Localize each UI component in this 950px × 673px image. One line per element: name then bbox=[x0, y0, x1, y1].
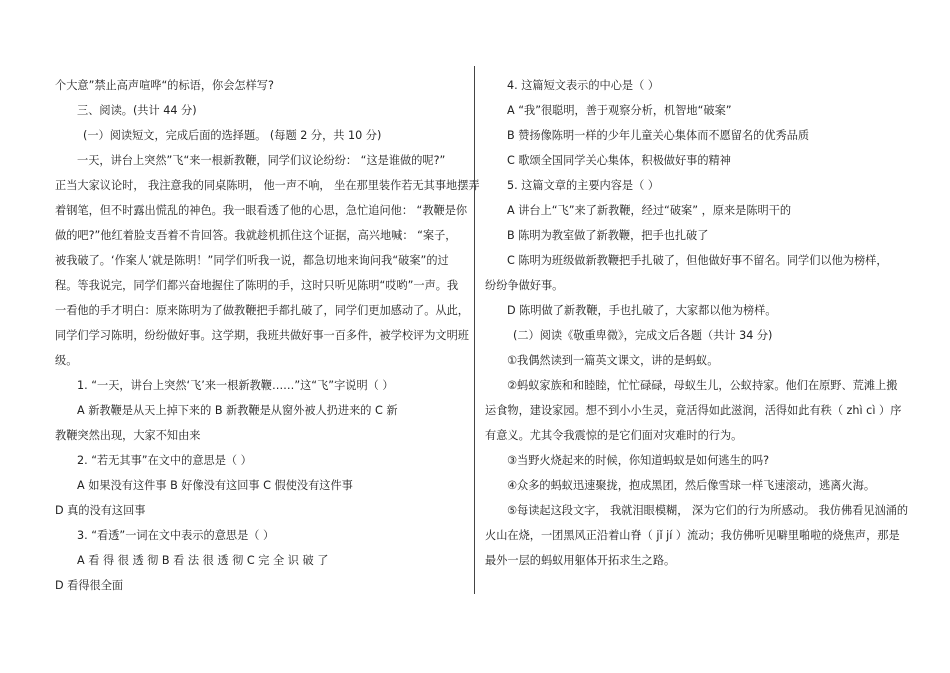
question-3-options: A 看 得 很 透 彻 B 看 法 很 透 彻 C 完 全 识 破 了 bbox=[77, 554, 329, 567]
passage-line: 一天，讲台上突然”飞“来一根新教鞭，同学们议论纷纷： “这是谁做的呢?” bbox=[77, 154, 446, 167]
question-1-options-cont: 教鞭突然出现，大家不知由来 bbox=[55, 429, 201, 442]
passage-line: 做的吧?”他红着脸支吾着不肯回答。我就趁机抓住这个证据，高兴地喊： “案子， bbox=[55, 229, 457, 242]
question-3: 3. “看透”一词在文中表示的意思是（ ） bbox=[77, 529, 275, 542]
passage-line: ②蚂蚁家族和和睦睦，忙忙碌碌，母蚁生儿，公蚁持家。他们在原野、荒滩上搬 bbox=[507, 379, 898, 392]
question-5-option-c-cont: 纷纷争做好事。 bbox=[485, 279, 564, 292]
passage-line: 最外一层的蚂蚁用躯体开拓求生之路。 bbox=[485, 554, 676, 567]
passage-line: 有意义。尤其令我震惊的是它们面对灾难时的行为。 bbox=[485, 429, 743, 442]
question-5-option-a: A 讲台上“飞”来了新教鞭，经过“破案” ，原来是陈明干的 bbox=[507, 204, 792, 217]
question-5: 5. 这篇文章的主要内容是（ ） bbox=[507, 179, 660, 192]
passage-line: 火山在烧，一团黑风正沿着山脊（ jǐ jí ）流动；我仿佛听见噼里啪啦的烧焦声，那是 bbox=[485, 529, 900, 542]
section-heading: 三、阅读。(共计 44 分) bbox=[77, 104, 197, 117]
question-2-options: A 如果没有这件事 B 好像没有这回事 C 假使没有这件事 bbox=[77, 479, 353, 492]
question-2: 2. “若无其事”在文中的意思是（ ） bbox=[77, 454, 252, 467]
passage-line: 一看他的手才明白：原来陈明为了做教鞭把手都扎破了，同学们更加感动了。从此， bbox=[55, 304, 469, 317]
question-4-option-a: A “我”很聪明，善于观察分析，机智地“破案” bbox=[507, 104, 732, 117]
passage-line: 同学们学习陈明，纷纷做好事。这学期，我班共做好事一百多件，被学校评为文明班 bbox=[55, 329, 469, 342]
question-2-option-d: D 真的没有这回事 bbox=[55, 504, 146, 517]
passage-line: ⑤每读起这段文字， 我就泪眼模糊， 深为它们的行为所感动。 我仿佛看见汹涌的 bbox=[507, 504, 909, 517]
text-line: 个大意”禁止高声喧哗“的标语，你会怎样写? bbox=[55, 79, 274, 92]
question-1: 1. “一天，讲台上突然‘飞’来一根新教鞭……”这“飞”字说明（ ） bbox=[77, 379, 394, 392]
question-1-options: A 新教鞭是从天上掉下来的 B 新教鞭是从窗外被人扔进来的 C 新 bbox=[77, 404, 398, 417]
question-4-option-b: B 赞扬像陈明一样的少年儿童关心集体而不愿留名的优秀品质 bbox=[507, 129, 810, 142]
passage-line: 程。等我说完，同学们都兴奋地握住了陈明的手，这时只听见陈明“哎哟”一声。我 bbox=[55, 279, 459, 292]
passage-line: 着钢笔，但不时露出慌乱的神色。我一眼看透了他的心思，急忙追问他： “教鞭是你 bbox=[55, 204, 468, 217]
passage-line: 运食物，建设家园。想不到小小生灵，竟活得如此滋润，活得如此有秩（ zhì cì ）序 bbox=[485, 404, 902, 417]
question-3-option-d: D 看得很全面 bbox=[55, 579, 124, 592]
passage-line: 级。 bbox=[55, 354, 78, 367]
question-4-option-c: C 歌颂全国同学关心集体，积极做好事的精神 bbox=[507, 154, 731, 167]
passage-line: 被我破了。‘作案人’就是陈明！”同学们听我一说，都急切地来询问我“破案”的过 bbox=[55, 254, 449, 267]
question-5-option-c: C 陈明为班级做新教鞭把手扎破了，但他做好事不留名。同学们以他为榜样， bbox=[507, 254, 888, 267]
subsection-heading: (一）阅读短文，完成后面的选择题。 (每题 2 分，共 10 分) bbox=[83, 129, 382, 142]
passage-line: ③当野火烧起来的时候，你知道蚂蚁是如何逃生的吗? bbox=[507, 454, 770, 467]
question-5-option-b: B 陈明为教室做了新教鞭，把手也扎破了 bbox=[507, 229, 709, 242]
question-4: 4. 这篇短文表示的中心是（ ） bbox=[507, 79, 660, 92]
subsection-heading: (二）阅读《敬重卑微》，完成文后各题（共计 34 分) bbox=[513, 329, 773, 342]
passage-line: ①我偶然读到一篇英文课文，讲的是蚂蚁。 bbox=[507, 354, 719, 367]
passage-line: ④众多的蚂蚁迅速聚拢，抱成黑团，然后像雪球一样飞速滚动，逃离火海。 bbox=[507, 479, 876, 492]
passage-line: 正当大家议论时， 我注意我的同桌陈明， 他一声不响， 坐在那里装作若无其事地摆弄 bbox=[55, 179, 480, 192]
question-5-option-d: D 陈明做了新教鞭，手也扎破了，大家都以他为榜样。 bbox=[507, 304, 777, 317]
column-divider bbox=[474, 66, 475, 594]
